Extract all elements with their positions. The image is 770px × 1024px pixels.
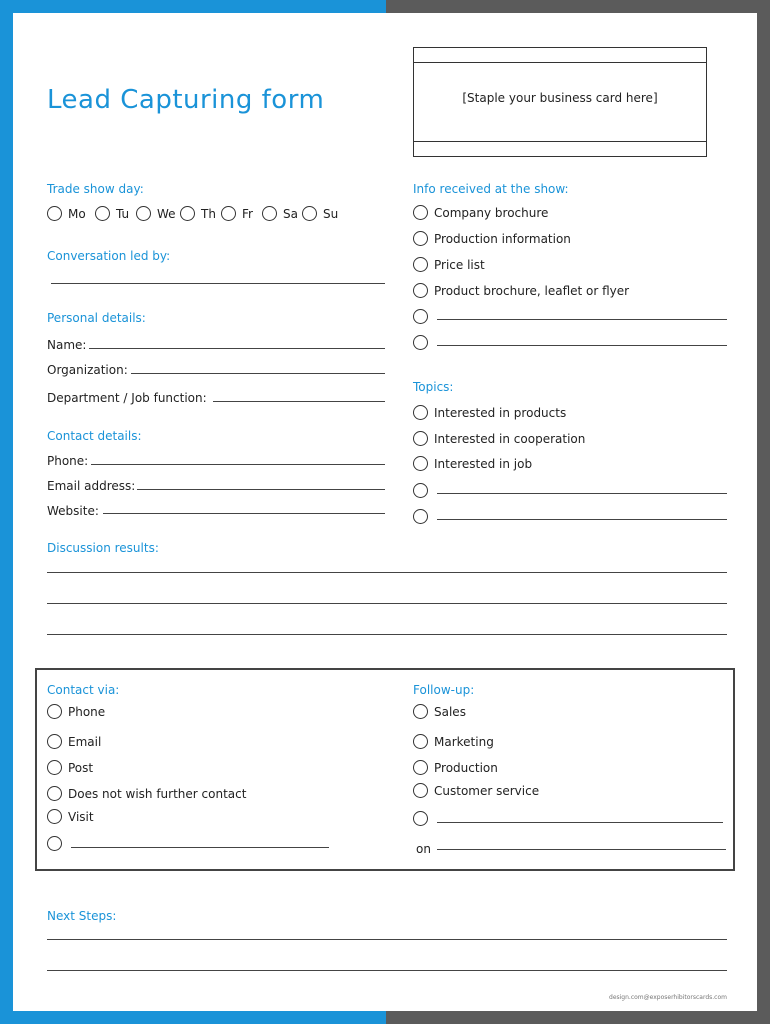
radio-button[interactable] [413, 509, 428, 524]
next-steps-line-1[interactable] [47, 939, 727, 940]
discussion-line-3[interactable] [47, 634, 727, 635]
topics-heading: Topics: [413, 380, 454, 394]
info-option-other-1[interactable] [413, 309, 428, 324]
radio-button[interactable] [47, 206, 62, 221]
on-date-label: on [416, 842, 431, 856]
radio-button[interactable] [413, 456, 428, 471]
contact-option-post[interactable]: Post [47, 760, 93, 775]
info-other-1-input-line[interactable] [437, 319, 727, 320]
topic-option-other-2[interactable] [413, 509, 428, 524]
radio-button[interactable] [413, 760, 428, 775]
day-option-su[interactable]: Su [302, 206, 338, 221]
conversation-input-line[interactable] [51, 283, 385, 284]
topic-option-cooperation[interactable]: Interested in cooperation [413, 431, 585, 446]
info-option-price-list[interactable]: Price list [413, 257, 485, 272]
day-option-we[interactable]: We [136, 206, 176, 221]
contact-other-input-line[interactable] [71, 847, 329, 848]
radio-button[interactable] [413, 283, 428, 298]
department-label: Department / Job function: [47, 391, 207, 405]
radio-button[interactable] [47, 836, 62, 851]
contact-option-visit[interactable]: Visit [47, 809, 94, 824]
radio-button[interactable] [47, 734, 62, 749]
personal-details-heading: Personal details: [47, 311, 146, 325]
discussion-line-1[interactable] [47, 572, 727, 573]
name-input-line[interactable] [89, 348, 385, 349]
topic-other-2-input-line[interactable] [437, 519, 727, 520]
contact-via-heading: Contact via: [47, 683, 120, 697]
next-steps-heading: Next Steps: [47, 909, 117, 923]
next-steps-line-2[interactable] [47, 970, 727, 971]
radio-button[interactable] [413, 704, 428, 719]
radio-button[interactable] [413, 335, 428, 350]
radio-button[interactable] [413, 734, 428, 749]
follow-up-heading: Follow-up: [413, 683, 475, 697]
discussion-results-heading: Discussion results: [47, 541, 159, 555]
info-option-production-information[interactable]: Production information [413, 231, 571, 246]
day-option-tu[interactable]: Tu [95, 206, 129, 221]
organization-input-line[interactable] [131, 373, 385, 374]
topic-option-job[interactable]: Interested in job [413, 456, 532, 471]
info-option-company-brochure[interactable]: Company brochure [413, 205, 548, 220]
contact-option-phone[interactable]: Phone [47, 704, 105, 719]
phone-label: Phone: [47, 454, 89, 468]
website-input-line[interactable] [103, 513, 385, 514]
radio-button[interactable] [413, 231, 428, 246]
followup-option-other[interactable] [413, 811, 428, 826]
radio-button[interactable] [413, 205, 428, 220]
followup-option-sales[interactable]: Sales [413, 704, 466, 719]
info-received-heading: Info received at the show: [413, 182, 569, 196]
followup-option-customer-service[interactable]: Customer service [413, 783, 539, 798]
contact-option-other[interactable] [47, 836, 62, 851]
day-option-th[interactable]: Th [180, 206, 216, 221]
radio-button[interactable] [413, 405, 428, 420]
followup-option-production[interactable]: Production [413, 760, 498, 775]
contact-details-heading: Contact details: [47, 429, 142, 443]
contact-option-email[interactable]: Email [47, 734, 101, 749]
phone-input-line[interactable] [91, 464, 385, 465]
info-other-2-input-line[interactable] [437, 345, 727, 346]
department-input-line[interactable] [213, 401, 385, 402]
email-label: Email address: [47, 479, 136, 493]
radio-button[interactable] [221, 206, 236, 221]
followup-option-marketing[interactable]: Marketing [413, 734, 494, 749]
radio-button[interactable] [136, 206, 151, 221]
info-option-other-2[interactable] [413, 335, 428, 350]
radio-button[interactable] [262, 206, 277, 221]
radio-button[interactable] [47, 704, 62, 719]
radio-button[interactable] [413, 257, 428, 272]
info-option-product-brochure[interactable]: Product brochure, leaflet or flyer [413, 283, 629, 298]
contact-option-no-contact[interactable]: Does not wish further contact [47, 786, 246, 801]
business-card-area [413, 47, 707, 157]
card-top-divider [414, 62, 706, 63]
day-option-fr[interactable]: Fr [221, 206, 253, 221]
trade-show-heading: Trade show day: [47, 182, 144, 196]
radio-button[interactable] [302, 206, 317, 221]
radio-button[interactable] [47, 760, 62, 775]
radio-button[interactable] [180, 206, 195, 221]
card-bottom-divider [414, 141, 706, 142]
followup-other-input-line[interactable] [437, 822, 723, 823]
footer-credit: design.com@exposerhibitorscards.com [609, 994, 727, 1001]
radio-button[interactable] [413, 431, 428, 446]
radio-button[interactable] [47, 786, 62, 801]
radio-button[interactable] [413, 309, 428, 324]
email-input-line[interactable] [137, 489, 385, 490]
contact-followup-box [35, 668, 735, 871]
topic-option-products[interactable]: Interested in products [413, 405, 566, 420]
on-date-input-line[interactable] [437, 849, 726, 850]
form-page [13, 13, 757, 1011]
day-option-sa[interactable]: Sa [262, 206, 298, 221]
topic-option-other-1[interactable] [413, 483, 428, 498]
organization-label: Organization: [47, 363, 128, 377]
day-option-mo[interactable]: Mo [47, 206, 86, 221]
conversation-heading: Conversation led by: [47, 249, 171, 263]
radio-button[interactable] [413, 483, 428, 498]
business-card-label: [Staple your business card here] [462, 91, 658, 105]
radio-button[interactable] [413, 811, 428, 826]
name-label: Name: [47, 338, 87, 352]
form-title: Lead Capturing form [47, 85, 325, 115]
radio-button[interactable] [47, 809, 62, 824]
topic-other-1-input-line[interactable] [437, 493, 727, 494]
discussion-line-2[interactable] [47, 603, 727, 604]
website-label: Website: [47, 504, 99, 518]
radio-button[interactable] [95, 206, 110, 221]
radio-button[interactable] [413, 783, 428, 798]
